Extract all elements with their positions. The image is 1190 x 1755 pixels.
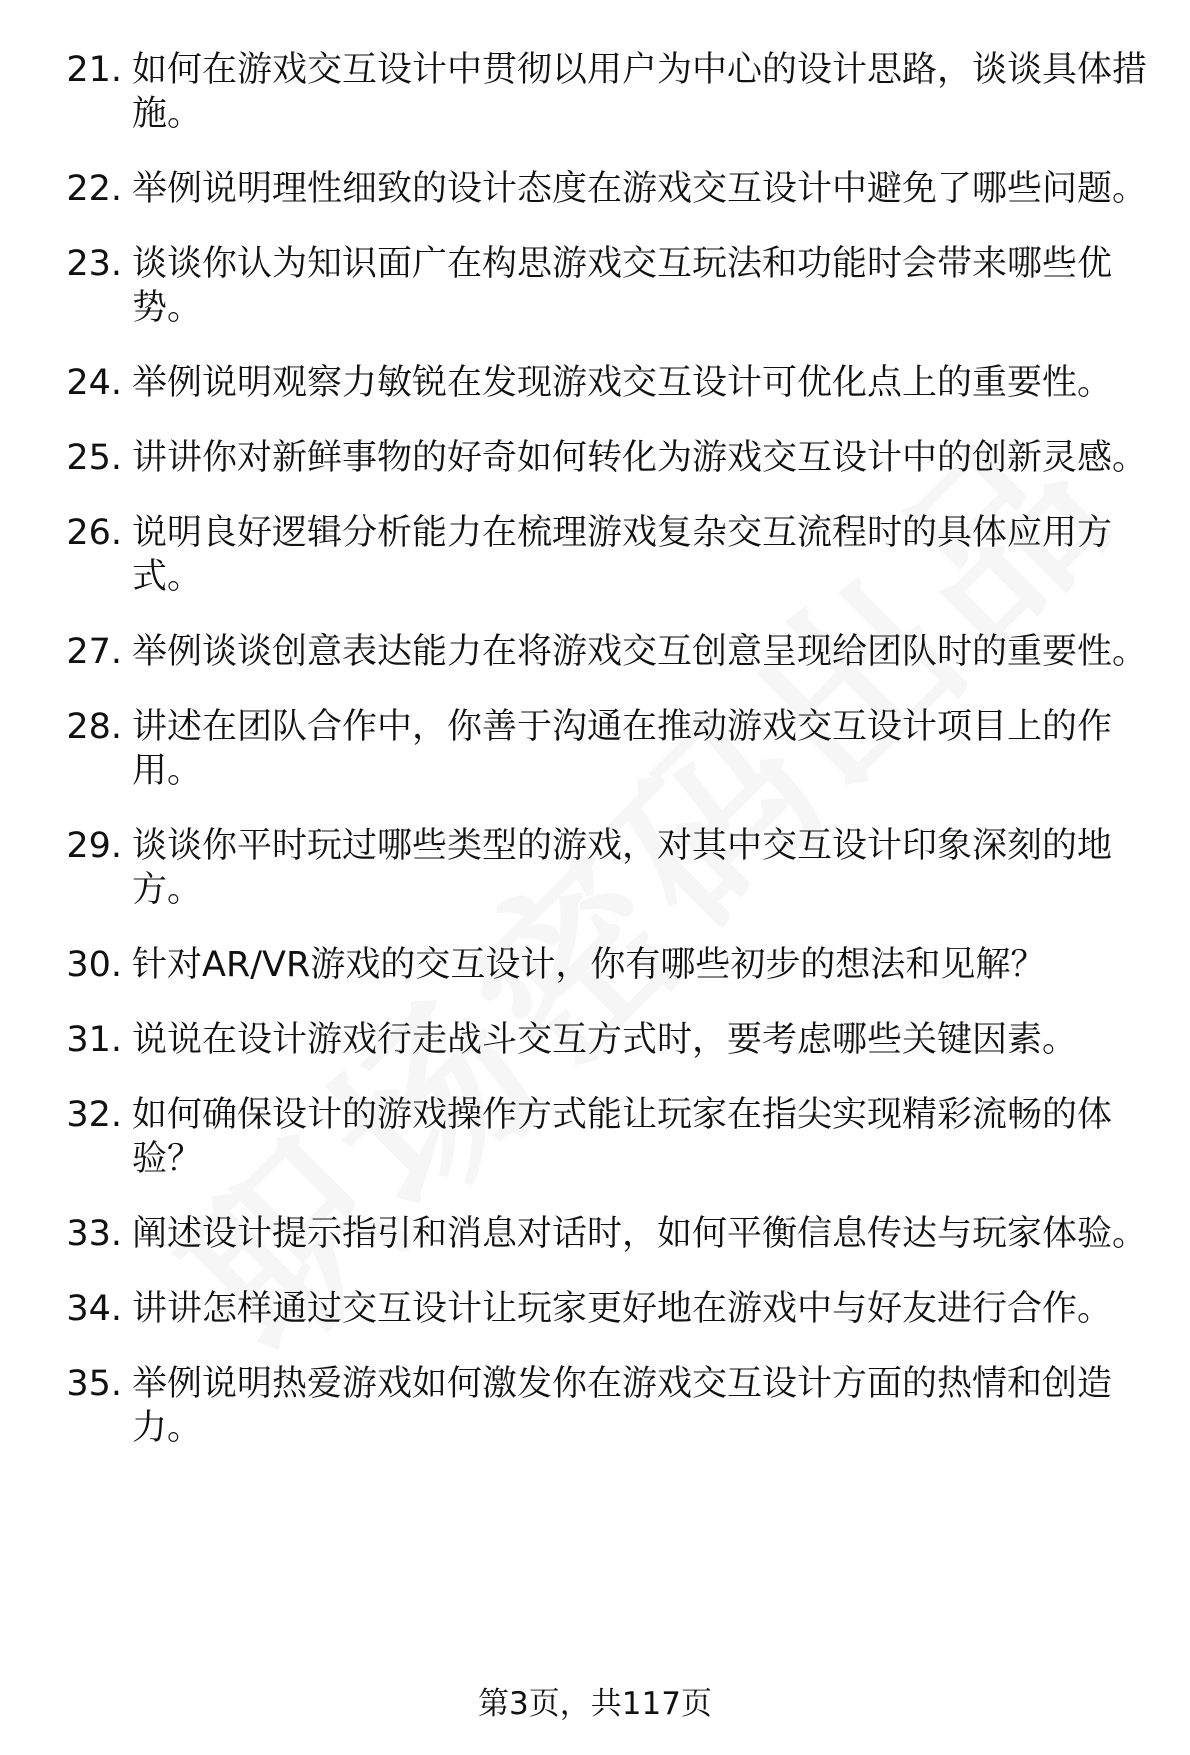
question-text: 如何在游戏交互设计中贯彻以用户为中心的设计思路，谈谈具体措施。: [132, 50, 1148, 134]
question-text: 说说在设计游戏行走战斗交互方式时，要考虑哪些关键因素。: [132, 1020, 1078, 1060]
question-number: 32.: [66, 1095, 122, 1135]
list-item: [0, 242, 1190, 330]
question-text: 讲讲你对新鲜事物的好奇如何转化为游戏交互设计中的创新灵感。: [132, 438, 1148, 478]
list-item: [0, 436, 1190, 480]
question-number: 33.: [66, 1214, 122, 1254]
list-item: [0, 361, 1190, 405]
question-text: 说明良好逻辑分析能力在梳理游戏复杂交互流程时的具体应用方式。: [132, 513, 1113, 597]
question-text: 如何确保设计的游戏操作方式能让玩家在指尖实现精彩流畅的体验？: [132, 1095, 1113, 1179]
question-text: 针对AR/VR游戏的交互设计，你有哪些初步的想法和见解？: [132, 945, 1046, 985]
list-item: [0, 943, 1190, 987]
question-number: 24.: [66, 363, 122, 403]
list-item: [0, 1093, 1190, 1181]
list-item: [0, 511, 1190, 599]
question-number: 23.: [66, 244, 122, 284]
list-item: [0, 824, 1190, 912]
question-text: 举例说明理性细致的设计态度在游戏交互设计中避免了哪些问题。: [132, 169, 1148, 209]
list-item: [0, 1018, 1190, 1062]
question-number: 21.: [66, 50, 122, 90]
list-item: [0, 167, 1190, 211]
question-number: 30.: [66, 945, 122, 985]
question-text: 谈谈你认为知识面广在构思游戏交互玩法和功能时会带来哪些优势。: [132, 244, 1113, 328]
list-item: [0, 705, 1190, 793]
question-text: 谈谈你平时玩过哪些类型的游戏，对其中交互设计印象深刻的地方。: [132, 826, 1113, 910]
question-text: 举例谈谈创意表达能力在将游戏交互创意呈现给团队时的重要性。: [132, 632, 1148, 672]
list-item: [0, 1287, 1190, 1331]
page-number: 第3页，共117页: [478, 1686, 712, 1722]
question-number: 25.: [66, 438, 122, 478]
question-number: 31.: [66, 1020, 122, 1060]
list-item: [0, 1212, 1190, 1256]
question-number: 27.: [66, 632, 122, 672]
question-text: 阐述设计提示指引和消息对话时，如何平衡信息传达与玩家体验。: [132, 1214, 1148, 1254]
question-number: 28.: [66, 707, 122, 747]
page-footer: [0, 1685, 1190, 1723]
question-number: 29.: [66, 826, 122, 866]
question-text: 举例说明观察力敏锐在发现游戏交互设计可优化点上的重要性。: [132, 363, 1113, 403]
question-number: 35.: [66, 1364, 122, 1404]
question-text: 举例说明热爱游戏如何激发你在游戏交互设计方面的热情和创造力。: [132, 1364, 1113, 1448]
question-text: 讲讲怎样通过交互设计让玩家更好地在游戏中与好友进行合作。: [132, 1289, 1113, 1329]
list-item: [0, 1362, 1190, 1450]
question-number: 26.: [66, 513, 122, 553]
question-number: 22.: [66, 169, 122, 209]
list-item: [0, 630, 1190, 674]
list-item: [0, 48, 1190, 136]
question-number: 34.: [66, 1289, 122, 1329]
question-text: 讲述在团队合作中，你善于沟通在推动游戏交互设计项目上的作用。: [132, 707, 1113, 791]
